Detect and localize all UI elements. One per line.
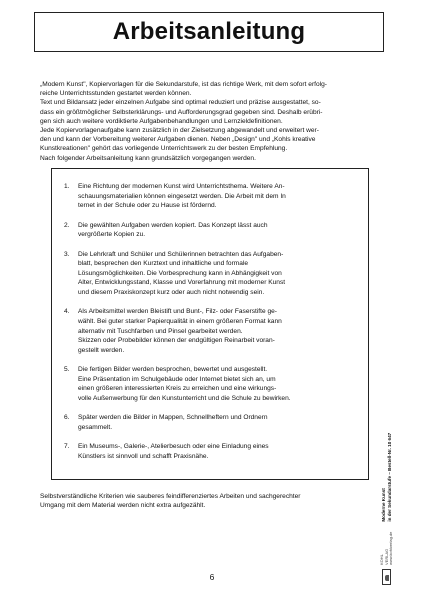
intro-line: Text und Bildansatz jeder einzelnen Aufgabe sind optimal reduziert und präzise ausgestattet, so- (40, 99, 321, 107)
side-imprint (380, 433, 394, 585)
step-text (78, 307, 356, 355)
intro-line: gen sich auch weitere vordiktierte Aufgabenbehandlungen und Lernzieldefinitionen. (40, 117, 283, 125)
step-line: alternativ mit Tuschfarben und Pinsel gearbeitet werden. (78, 327, 243, 335)
intro-line: Kunstkreationen" gehört das vorliegende Unterrichtswerk zu der besten Empfehlung. (40, 145, 288, 153)
step-item (64, 442, 356, 461)
step-text (78, 221, 356, 240)
step-line: Künstlers ist sinnvoll und schafft Praxisnähe. (78, 452, 209, 460)
closing-line: Selbstverständliche Kriterien wie sauberes feindifferenziertes Arbeiten und sachgerechter (40, 493, 301, 500)
step-text (78, 413, 356, 432)
step-line: Lösungsmöglichkeiten. Die Vorbesprechung kann in Abhängigkeit von (78, 269, 282, 277)
step-line: Ein Museums-, Galerie-, Atelierbesuch oder eine Einladung eines (78, 443, 269, 451)
step-line: Eine Präsentation im Schulgebäude oder Internet bietet sich an, um (78, 375, 276, 383)
intro-line: dass ein größtmöglicher Selbsterklärungs- und Aufforderungsgrad gegeben sind. Deshalb erübri- (40, 108, 323, 116)
step-line: Die Lehrkraft und Schüler und Schülerinnen betrachten das Aufgaben- (78, 250, 284, 258)
step-number: 1. (64, 183, 70, 190)
step-item (64, 413, 356, 432)
step-number: 5. (64, 366, 70, 374)
step-line: Eine Richtung der modernen Kunst wird Unterrichtsthema. Weitere An- (78, 183, 285, 190)
step-text (78, 442, 356, 461)
step-line: Später werden die Bilder in Mappen, Schnellheftern und Ordnern (78, 414, 268, 422)
page-number: 6 (209, 572, 215, 582)
book-line: Moderne Kunst (381, 488, 387, 522)
step-number: 6. (64, 414, 70, 422)
intro-text (40, 80, 378, 163)
step-line: gestellt werden. (78, 346, 125, 354)
step-line: Die fertigen Bilder werden besprochen, bewertet und ausgestellt. (78, 366, 268, 374)
step-line: gesammelt. (78, 423, 113, 431)
step-line: schauungsmaterialien können eingesetzt werden. Die Arbeit mit dem In (78, 192, 286, 200)
publisher-info (380, 532, 394, 565)
step-line: vergrößerte Kopien zu. (78, 231, 146, 239)
intro-line: den und kann der Vorbereitung weiterer Aufgaben dienen. Neben „Design" und „Kohls kreative (40, 136, 316, 144)
step-line: einen größeren interessierten Kreis zu erreichen und eine wirkungs- (78, 385, 277, 393)
publisher-line: VERLAG (383, 548, 389, 565)
title-box (34, 12, 384, 52)
closing-text (40, 492, 370, 510)
intro-line: reiche Unterrichtsstunden gestartet werden können. (40, 90, 192, 98)
step-line: Die gewählten Aufgaben werden kopiert. Das Konzept lässt auch (78, 221, 268, 229)
steps-list (64, 182, 356, 461)
intro-line: „Modern Kunst", Kopiervorlagen für die Sekundarstufe, ist das richtige Werk, mit dem sofort erfolg- (40, 81, 327, 88)
closing-line: Umgang mit dem Material werden nicht extra aufgezählt. (40, 502, 206, 510)
step-line: Als Arbeitsmittel werden Bleistift und Bunt-, Filz- oder Faserstifte ge- (78, 308, 277, 316)
instructions-box (51, 168, 369, 480)
step-number: 4. (64, 308, 70, 316)
step-text (78, 250, 356, 298)
publisher-line: www.kohlverlag.de (388, 531, 394, 565)
step-item (64, 182, 356, 211)
step-text (78, 365, 356, 403)
step-line: Alter, Entwicklungsstand, Klasse und Vorerfahrung mit moderner Kunst (78, 279, 286, 287)
step-item (64, 221, 356, 240)
step-text (78, 182, 356, 211)
step-line: blatt, besprechen den Kurztext und inhaltliche und formale (78, 260, 249, 268)
intro-line: Nach folgender Arbeitsanleitung kann grundsätzlich vorgegangen werden. (40, 154, 256, 162)
publisher-logo-icon (382, 569, 391, 585)
step-line: und diesem Praxiskonzept kurz oder auch nicht notwendig sein. (78, 288, 265, 296)
step-number: 2. (64, 221, 70, 229)
step-item (64, 365, 356, 403)
step-item (64, 307, 356, 355)
step-line: ternet in der Schule oder zu Hause ist fördernd. (78, 202, 217, 210)
book-info (381, 433, 392, 522)
intro-line: Jede Kopiervorlagenaufgabe kann zusätzlich in der Zielsetzung abgewandelt und erweitert wer- (40, 127, 319, 135)
step-line: volle Außenwerbung für den Kunstunterricht und die Schule zu bewirken. (78, 394, 291, 402)
step-line: wählt. Bei guter starker Papierqualität in einem größeren Format kann (78, 317, 282, 325)
page-title: Arbeitsanleitung (112, 18, 306, 45)
step-item (64, 250, 356, 298)
step-number: 3. (64, 250, 70, 258)
publisher-line: KOHL (379, 554, 384, 565)
book-line: in der Sekundarstufe – Bestell-Nr. 10 647 (386, 432, 392, 522)
step-number: 7. (64, 443, 70, 451)
step-line: Skizzen oder Probebilder können der endgültigen Reinarbeit voran- (78, 337, 275, 345)
